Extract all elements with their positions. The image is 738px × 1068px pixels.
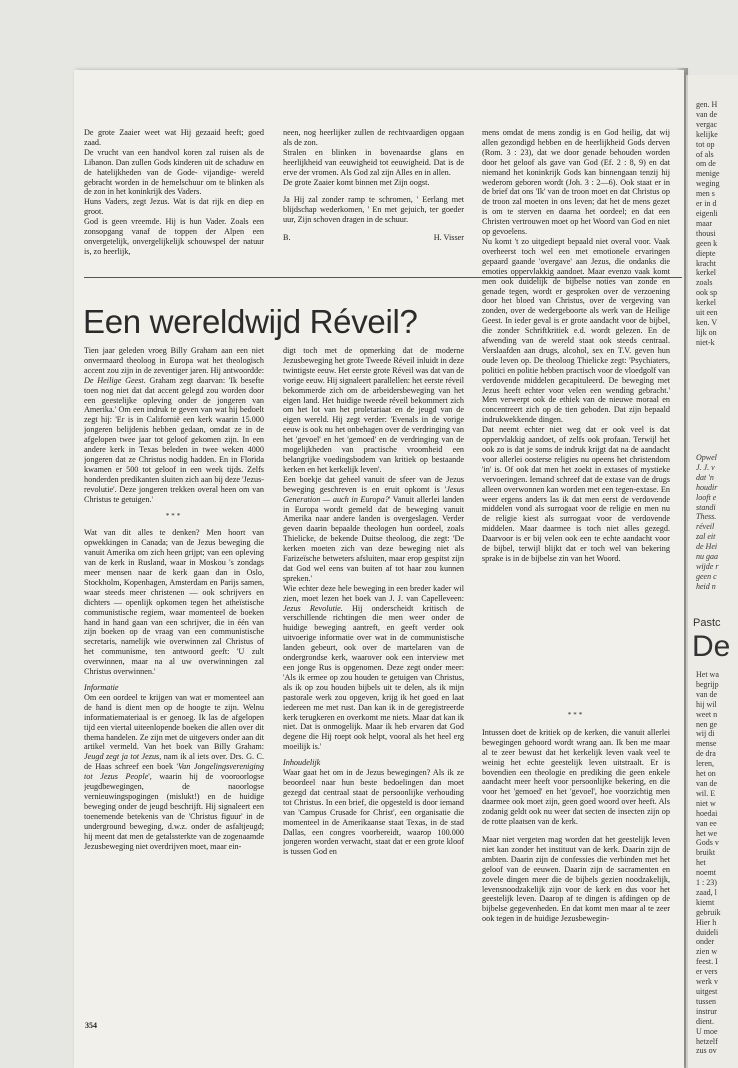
paragraph: Dat neemt echter niet weg dat er ook veel is dat oppervlakkig aandoet, of zelfs ook profaan. Terwijl het ook zo is dat je soms de indruk krijgt dat na de aandacht voor allerlei oosterse religies nu opeens het christendom 'in' is. Of ook dat men het zoekt in extases of mystieke vervoeringen. Iemand schreef dat de extase van de drugs alleen overwonnen kan worden met een tegen-extase. En weer ergens anders las ik dat men eerst de verdovende middelen vond als surrogaat voor de religie en men nu de religie kiest als surrogaat voor de verdovende middelen. Maar daarmee is toch niet alles gezegd. Daarvoor is er bij velen ook een te echte aandacht voor de bijbel, terwijl blijkt dat er toch wel van bekering sprake is in de bijbelse zin van het Woord. xyxy=(482,425,670,563)
text-fragment: tussen xyxy=(696,996,716,1006)
text-fragment: begrijp xyxy=(696,679,719,689)
text-fragment: J. J. v xyxy=(696,462,715,472)
poem-stanza: Ja Hij zal zonder ramp te schromen, ' Eerlang met blijdschap wederkomen, ' En met gejuich, ter goeder uur, Zijn schoven dragen in de schuur. xyxy=(283,195,464,225)
text-fragment: ken. V xyxy=(696,317,718,327)
paragraph: Tien jaar geleden vroeg Billy Graham aan een niet onvermaard theoloog in Europa wat het theologisch accent zou zijn in de zeventiger jaren. Hij antwoordde: De Heilige Geest. Graham zegt daarvan: 'Ik besefte toen nog niet dat dat accent gelegd zou worden door een geestelijke opleving onder de jongeren van Amerika.' Om een indruk te geven van wat hij bedoelt zegt hij: 'Er is in Californië een kerk waarin 15.000 jongeren belijdenis hebben gedaan, omdat ze in de afgelopen twee jaar tot geloof gekomen zijn. In een andere kerk in Texas beleden in twee weken 4000 jongeren dat ze Christus nodig hadden. En in Florida kwamen er 500 tot geloof in een week tijds. Zelfs honderden predikanten sluiten zich aan bij deze 'Jezus-revolutie'. Deze jongeren trekken overal heen om van Christus te getuigen.' xyxy=(84,346,264,504)
text-fragment: dat 'n xyxy=(696,472,714,482)
text-fragment: van de xyxy=(696,689,718,699)
text-fragment: heid n xyxy=(696,581,716,591)
text-fragment: Hier h xyxy=(696,917,717,927)
signature-initial: B. xyxy=(283,233,291,243)
text-fragment: werk v xyxy=(696,977,718,987)
text-fragment: wijde r xyxy=(696,561,719,571)
text-fragment: er vers xyxy=(696,967,718,977)
subheading-inhoudelijk: Inhoudelijk xyxy=(283,758,321,768)
text-fragment: uit een xyxy=(696,308,718,318)
text-fragment: weging xyxy=(696,179,720,189)
paragraph: Huns Vaders, zegt Jezus. Wat is dat rijk en diep en groot. xyxy=(84,197,264,217)
text-fragment: Thess. xyxy=(696,512,717,522)
text-fragment: wij di xyxy=(696,729,715,739)
text-fragment: dient. xyxy=(696,1016,714,1026)
paragraph: Stralen en blinken in bovenaardse glans en heerlijkheid van eeuwigheid tot eeuwigheid. Dat is de erve der vromen. Als God zal zijn Alles en in allen. xyxy=(283,147,464,177)
paragraph: Om een oordeel te krijgen van wat er momenteel aan de hand is dient men op de hoogte te zijn. Welnu informatiemateriaal is er genoeg. Ik las de afgelopen tijd een viertal uiteenlopende boeken die allen over dit thema handelen. Ze zijn met de uitgevers onder aan dit artikel vermeld. Van het boek van Billy Graham: Jeugd zegt ja tot Jezus, nam ik al iets over. Drs. G. C. de Haas schreef een boek 'Van Jongelingsvereniging tot Jezus People', waarin hij de vooroorlogse jeugdbewegingen, de naoorlogse vernieuwingspogingen (mislukt!) en de huidige beweging onder de jeugd beschrijft. Hij signaleert een toenemende betekenis van de 'Christus figuur' in de underground beweging, d.w.z. onder de asfaltjeugd; hij meent dat men de getalssterkte van de zogenaamde Jezusbeweging niet overdrijven moet, maar ein- xyxy=(84,692,264,851)
text-fragment: men s xyxy=(696,189,715,199)
text-fragment: om de xyxy=(696,159,716,169)
text-fragment: gebruik xyxy=(696,907,721,917)
text-fragment: thousi xyxy=(696,228,716,238)
right-column-lower xyxy=(482,704,670,1020)
text-fragment: eigenli xyxy=(696,208,718,218)
right-page-column-top xyxy=(696,100,720,348)
section-break-stars: *** xyxy=(567,711,585,719)
signature-line xyxy=(283,233,464,243)
text-fragment: kerkel xyxy=(696,268,716,278)
right-page-heading-big: De xyxy=(692,630,731,663)
paragraph: Een boekje dat geheel vanuit de sfeer van de Jezus beweging geschreven is en eruit opkomt is 'Jesus Generation — auch in Europa?' Vanuit allerlei landen in Europa wordt gemeld dat de beweging vanuit Amerika naar andere landen is overgeslagen. Verder geven daarin bepaalde theologen hun oordeel, zoals Thielicke, de bekende Duitse theoloog, die zegt: 'De kerken moeten zich van deze beweging niet als Farizeïsche betweters afsluiten, maar erop gespitst zijn dat God wel eens van buiten af tot haar zou kunnen spreken.' xyxy=(283,474,464,583)
right-page-column-middle xyxy=(696,453,718,592)
text-fragment: maar xyxy=(696,218,712,228)
text-fragment: niet-k xyxy=(696,337,715,347)
paragraph: De grote Zaaier weet wat Hij gezaaid heeft; goed zaad. xyxy=(84,128,264,147)
paragraph: Wat van dit alles te denken? Men hoort van opwekkingen in Canada; van de Jezus beweging die vanuit Amerika om zich heen grijpt; van een opleving van de kerk in Rusland, waar in Moskou 's zondags meer mensen naar de kerk gaan dan in Oslo, Stockholm, Kopenhagen, Amsterdam en Parijs samen, waar steeds meer christenen — ook schrijvers en dichters — openlijk opkomen tegen het atheïstische communistische regiem, waar momenteel de boeken hand in hand gaan van een schrijver, die in één van zijn boeken op de vraag van een communistische secretaris, namelijk wie overwinnen zal Christus of het communisme, ten antwoord geeft: 'U zult overwinnen, maar na al uw overwinningen zal Christus overwinnen.' xyxy=(84,528,264,677)
text-fragment: nu gaa xyxy=(696,552,718,562)
text-fragment: U moe xyxy=(696,1026,718,1036)
text-fragment: van de xyxy=(696,109,718,119)
text-fragment: réveil xyxy=(696,522,715,532)
right-page-heading-small: Pastc xyxy=(693,617,721,629)
text-fragment: er in d xyxy=(696,199,717,209)
text-fragment: menige xyxy=(696,169,720,179)
text-fragment: onder xyxy=(696,937,715,947)
right-page-partial xyxy=(686,75,738,1068)
text-fragment: feest. I xyxy=(696,957,718,967)
text-fragment: van de xyxy=(696,778,718,788)
paragraph: neen, nog heerlijker zullen de rechtvaardigen opgaan als de zon. xyxy=(283,128,464,147)
text-fragment: gen. H xyxy=(696,100,718,109)
text-fragment: geen c xyxy=(696,571,717,581)
text-fragment: zoals xyxy=(696,278,713,288)
text-fragment: hij wil xyxy=(696,699,717,709)
section-break-stars: *** xyxy=(165,511,183,520)
text-fragment: weet n xyxy=(696,709,718,719)
text-fragment: houdir xyxy=(696,482,718,492)
text-fragment: kiemt xyxy=(696,897,715,907)
article-column-2 xyxy=(283,346,464,1014)
paragraph: God is geen vreemde. Hij is hun Vader. Zoals een zonsopgang vanaf de toppen der Alpen een onvergetelijk, onvergelijkelijk schouwspel der natuur is, zo heerlijk, xyxy=(84,217,264,256)
paragraph: Nu komt 't zo uitgediept bepaald niet overal voor. Vaak overheerst toch wel een met emotionele ervaringen gepaard gaande 'overgave' aan Jezus, die ondanks die emoties oppervlakkig aandoet. Maar evenzo vaak komt men ook duidelijk de bijbelse noties van zonde en genade tegen, wordt er gesproken over de verzoening door het bloed van Christus, over de vergeving van zonden, over de wedergeboorte als werk van de Heilige Geest. In ieder geval is er grote aandacht voor de bijbel, die zonder Schriftkritiek e.d. wordt gelezen. En de afwending van de wereld staat ook steeds centraal. Verslaafden aan drugs, alcohol, sex en T.V. geven hun oude leven op. De theoloog Thielicke zegt: 'Psychiaters, politici en politie hebben practisch voor de vloedgolf van verdovende middelen gecapituleerd. De beweging met Jezus heeft echter voor velen een wending gebracht.' Men verwerpt ook de ethiek van de nieuwe moraal en concentreert zich op de tien geboden. Dat zijn bepaald indrukwekkende dingen. xyxy=(482,236,670,425)
text-fragment: tot op xyxy=(696,139,715,149)
text-fragment: geen k xyxy=(696,238,718,248)
text-fragment: leren, xyxy=(696,759,714,769)
text-fragment: duideli xyxy=(696,927,719,937)
text-fragment: kracht xyxy=(696,258,716,268)
page-number: 354 xyxy=(85,1021,97,1030)
subheading-informatie: Informatie xyxy=(84,683,119,692)
article-headline: Een wereldwijd Réveil? xyxy=(83,303,418,340)
paragraph: Wie echter deze hele beweging in een breder kader wil zien, moet lezen het boek van J. J. van Capelleveen: Jezus Revolutie. Hij onderscheidt kritisch de verschillende richtingen die men weer onder de huidige beweging aantreft, en geeft verder ook uitvoerige informatie over wat in de communistische landen gebeurt, ook over de martelaren van de ondergrondse kerk, waarover ook een interview met een jonge Rus is opgenomen. Deze zegt onder meer: 'Als ik ermee op zou houden te getuigen van Christus, als ik op zou houden bijbels uit te delen, als ik mijn pastorale werk zou opgeven, krijg ik het goed en laat iedereen me met rust. Dan kan ik in de geregistreerde kerk terugkeren en overkomt me niets. Maar dat kan ik niet. Dat is onmogelijk. Maar ik heb ervaren dat God degene die Hij roept ook helpt, vooral als het heel erg moeilijk is.' xyxy=(283,583,464,752)
text-fragment: kelijke xyxy=(696,129,718,139)
text-fragment: standi xyxy=(696,502,716,512)
text-fragment: diepte xyxy=(696,248,716,258)
paragraph: Waar gaat het om in de Jezus bewegingen? Als ik ze beoordeel naar hun beste bedoelingen dan moet gezegd dat centraal staat de persoonlijke verhouding tot Christus. In een brief, die opgesteld is door iemand van 'Campus Crusade for Christ', een organisatie die momenteel in de Amerikaanse staat Texas, in de stad Dallas, een congres voorbereidt, waarop 100.000 jongeren worden verwacht, staat dat er een grote kloof is tussen God en xyxy=(283,768,464,857)
right-page-column-bottom xyxy=(696,670,720,1056)
author-signature: H. Visser xyxy=(433,233,464,243)
text-fragment: nen ge xyxy=(696,719,718,729)
text-fragment: lijk on xyxy=(696,327,717,337)
text-fragment: mense xyxy=(696,739,717,749)
text-fragment: wil. E xyxy=(696,788,716,798)
text-fragment: kerkel xyxy=(696,298,716,308)
text-fragment: noemt xyxy=(696,868,716,878)
right-column-upper xyxy=(482,128,670,700)
paragraph: mens omdat de mens zondig is en God heilig, dat wij allen gezondigd hebben en de heerlijkheid Gods derven (Rom. 3 : 23), dat we door genade behouden worden door het geloof als gave van God (Ef. 2 : 8, 9) en dat niemand het koninkrijk Gods kan binnengaan tenzij hij wederom geboren wordt (Joh. 3 : 2—6). Ook staat er in de brief dat ons 'Ik' van de troon moet en dat Christus op de troon zal moeten in ons leven; dat het de mens gezet is om te sterven en daarna het oordeel; en dat een Christen vertrouwen moet op het Woord van God en niet op gevoelens. xyxy=(482,128,670,237)
text-fragment: hoedai xyxy=(696,808,718,818)
paragraph: De grote Zaaier komt binnen met Zijn oogst. xyxy=(283,177,430,187)
paragraph: De vrucht van een handvol koren zal ruisen als de Libanon. Dan zullen Gods kinderen uit de schaduw en de hatelijkheden van de Gode- vijandige- wereld gebracht worden in de hemelschuur om te blinken als de zon in het koninkrijk des Vaders. xyxy=(84,147,264,197)
text-fragment: of als xyxy=(696,149,714,159)
text-fragment: Gods v xyxy=(696,838,719,848)
article-column-1 xyxy=(84,346,264,1014)
text-fragment: zaad, l xyxy=(696,887,717,897)
text-fragment: de Hei xyxy=(696,542,718,552)
text-fragment: hetzelf xyxy=(696,1036,718,1046)
text-fragment: niet w xyxy=(696,798,716,808)
text-fragment: zal eit xyxy=(696,532,716,542)
text-fragment: zien w xyxy=(696,947,718,957)
paragraph: digt toch met de opmerking dat de moderne Jezusbeweging het grote Tweede Réveil inluidt in deze twintigste eeuw. Het eerste grote Réveil was dat van de vorige eeuw. Hij signaleert parallellen: het eerste réveil bekommerde zich om de arbeidersbeweging van het eigen land. Het huidige tweede réveil bekommert zich om het lot van het proletariaat en de jeugd van de eigen wereld. Hij zegt verder: 'Evenals in de vorige eeuw is ook nu het onbehagen over de verdringing van het 'gevoel' en het 'gemoed' en de verdringing van de mogelijkheden van practische vroomheid een belangrijke voedingsbodem van kritiek op bestaande kerken en het kerkelijk leven'. xyxy=(283,346,464,474)
top-column-2 xyxy=(283,128,464,274)
text-fragment: zus ov xyxy=(696,1046,717,1056)
text-fragment: vergac xyxy=(696,119,718,129)
text-fragment: het we xyxy=(696,828,718,838)
paragraph: Intussen doet de kritiek op de kerken, die vanuit allerlei bewegingen gehoord wordt wrang aan. Ik ben me maar al te zeer bewust dat het kerkelijk leven vaak veel te weinig het echte geestelijk leven uitstraalt. Er is bovendien een theologie en prediking die geen enkele aandacht meer heeft voor persoonlijke bekering, en die voor het 'gemoed' en het 'gevoel', hoe voorzichtig men daarmee ook moet zijn, geen goed woord over heeft. Als zodanig geldt ook nu weer dat secten de insecten zijn op de rotte plaatsen van de kerk. xyxy=(482,727,670,827)
text-fragment: 1 : 23) xyxy=(696,878,717,888)
text-fragment: uitgest xyxy=(696,987,718,996)
top-column-1 xyxy=(84,128,264,274)
text-fragment: Het wa xyxy=(696,670,719,679)
text-fragment: looft e xyxy=(696,492,717,502)
text-fragment: ook sp xyxy=(696,288,718,298)
text-fragment: het xyxy=(696,858,706,868)
text-fragment: Opwel xyxy=(696,453,717,462)
text-fragment: van ee xyxy=(696,818,717,828)
text-fragment: het on xyxy=(696,769,716,779)
paragraph: Maar niet vergeten mag worden dat het geestelijk leven niet kan zonder het instituut van de kerk. Daarin zijn de ambten. Daarin zijn de confessies die verbinden met het geloof van de eeuwen. Daarin zijn de sacramenten en zovele dingen meer die de bijbels gezien noodzakelijk, levensnoodzakelijk zijn voor de kerk en dus voor het geestelijk leven. Daarop af te dingen is afdingen op de bijbelse gegevenheden. En dat komt men maar al te zeer ook tegen in de huidige Jezusbewegin- xyxy=(482,834,670,924)
text-fragment: instrur xyxy=(696,1006,717,1016)
text-fragment: de dra xyxy=(696,749,716,759)
text-fragment: bruikt xyxy=(696,848,716,858)
